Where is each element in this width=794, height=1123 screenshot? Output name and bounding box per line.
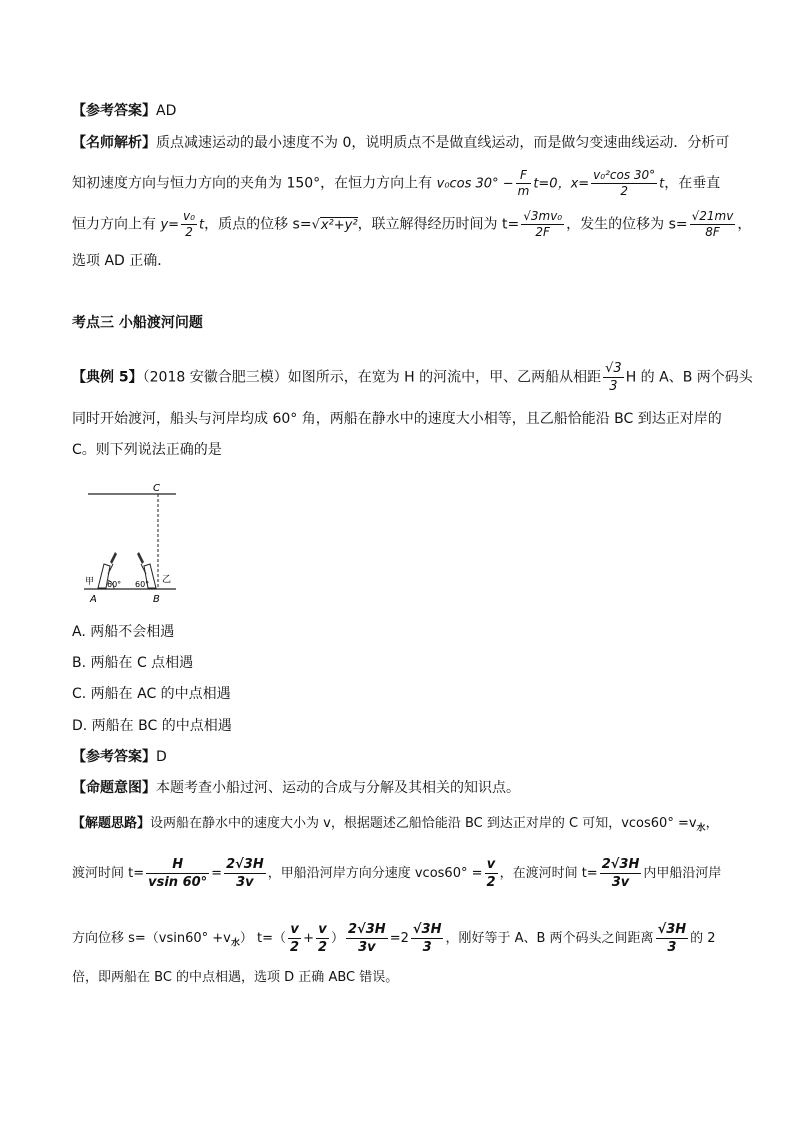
answer-line-2: 【参考答案】D xyxy=(72,749,167,765)
fraction-sqrt3h-over-3: $\frac{√3H}{3}$ xyxy=(412,922,442,955)
solution-line-3: 方向位移 $s=(vsin60^\circ +v_水)$ t=（ $\frac{v}{2}$ + $\frac{v}{2}$ ） $\frac{2√3H}{3v}$ =2 $\frac{√3H}{3}$ ，刚好等于 A、B 两个码头之间距离 $\frac{√3H}{3}$ 的 2 xyxy=(72,922,716,955)
example-line-1: 【典例 5】（2018 安徽合肥三模）如图所示，在宽为 H 的河流中，甲、乙两船从相距 $\frac{√3}{3}$ H 的 A、B 两个码头 xyxy=(72,361,753,394)
fraction-s: $\frac{√21mv}{8F}$ xyxy=(691,209,734,239)
equation-1: v₀cos 30° − xyxy=(436,176,514,192)
fraction-v-over-2-a: $\frac{v}{2}$ xyxy=(290,922,300,955)
solution-line-1: 【解题思路】设两船在静水中的速度大小为 v，根据题述乙船恰能沿 BC 到达正对岸的 C 可知，$vcos60^\circ =v_水$， xyxy=(72,816,719,834)
angle-b: 60° xyxy=(135,580,150,589)
radical-s: x²+y² xyxy=(320,217,358,233)
answer-value: AD xyxy=(156,103,177,119)
option-b: B. 两船在 C 点相遇 xyxy=(72,655,194,671)
analysis-label: 【名师解析】 xyxy=(72,135,156,151)
fraction-sqrt3-over-3: $\frac{√3}{3}$ xyxy=(605,361,622,394)
label-yi: 乙 xyxy=(162,575,172,585)
analysis-text-2a: 知初速度方向与恒力方向的夹角为 150°，在恒力方向上有 xyxy=(72,175,437,192)
analysis-line-3: 恒力方向上有 y= $\frac{\text{v₀}}{2}$ t，质点的位移 s=√x²+y²，联立解得经历时间为 t= $\frac{\text{√3mv₀}}{2F}$ ，发生的位移为 s= $\frac{√21mv}{8F}$ ， xyxy=(72,209,752,239)
solution-line-4: 倍，即两船在 BC 的中点相遇，选项 D 正确 ABC 错误。 xyxy=(72,970,399,985)
river-crossing-figure xyxy=(80,478,190,608)
fraction-2sqrt3h-over-3v: $\frac{2√3H}{3v}$ xyxy=(226,857,264,890)
label-a: A xyxy=(90,594,97,605)
example-line-3: C。则下列说法正确的是 xyxy=(72,442,222,458)
x-equation: x= xyxy=(570,176,590,192)
solution-line-2: 渡河时间 t= $\frac{H}{vsin 60^\circ}$ = $\frac{2√3H}{3v}$ ，甲船沿河岸方向分速度 vcos60° = $\frac{v}{2}$ ，在渡河时间 t= $\frac{2√3H}{3v}$ 内甲船沿河岸 xyxy=(72,857,722,890)
option-a: A. 两船不会相遇 xyxy=(72,624,175,640)
fraction-h-over-vsin60: $\frac{H}{vsin 60^\circ}$ xyxy=(148,857,208,890)
analysis-line-4: 选项 AD 正确． xyxy=(72,253,172,269)
analysis-text-1: 质点减速运动的最小速度不为 0，说明质点不是做直线运动，而是做匀变速曲线运动．分析可 xyxy=(156,135,730,151)
option-c: C. 两船在 AC 的中点相遇 xyxy=(72,686,231,702)
option-d: D. 两船在 BC 的中点相遇 xyxy=(72,718,232,734)
answer-label: 【参考答案】 xyxy=(72,103,156,119)
fraction-sqrt3h-over-3-b: $\frac{√3H}{3}$ xyxy=(657,922,687,955)
angle-a: 60° xyxy=(107,580,122,589)
analysis-line-1 xyxy=(72,133,729,153)
section-title: 考点三 小船渡河问题 xyxy=(72,315,203,331)
fraction-y: $\frac{\text{v₀}}{2}$ xyxy=(183,209,195,239)
label-b: B xyxy=(153,594,160,605)
fraction-v-over-2-b: $\frac{v}{2}$ xyxy=(317,922,328,955)
fraction-v-over-2: $\frac{v}{2}$ xyxy=(486,857,496,890)
analysis-line-2: 知初速度方向与恒力方向的夹角为 150°，在恒力方向上有 v₀cos 30° − $\frac{F}{m}$ t=0，x= $\frac{\text{v₀²cos 30°}}{2}$ t，在垂直 xyxy=(72,168,721,198)
intent-line: 【命题意图】本题考查小船过河、运动的合成与分解及其相关的知识点。 xyxy=(72,780,520,796)
fraction-x: $\frac{\text{v₀²cos 30°}}{2}$ xyxy=(593,168,656,198)
answer-line-1 xyxy=(72,101,176,121)
fraction-t: $\frac{\text{√3mv₀}}{2F}$ xyxy=(523,209,563,239)
fraction-f-over-m: $\frac{F}{m}$ xyxy=(517,168,530,198)
fraction-2sqrt3h-over-3v-b: $\frac{2√3H}{3v}$ xyxy=(601,857,640,890)
label-c: C xyxy=(153,483,160,494)
label-jia: 甲 xyxy=(85,577,95,587)
fraction-2sqrt3h-over-3v-c: $\frac{2√3H}{3v}$ xyxy=(348,922,386,955)
example-label: 【典例 5】 xyxy=(72,369,143,386)
example-line-2: 同时开始渡河，船头与河岸均成 60° 角，两船在静水中的速度大小相等，且乙船恰能沿 BC 到达正对岸的 xyxy=(72,411,722,427)
